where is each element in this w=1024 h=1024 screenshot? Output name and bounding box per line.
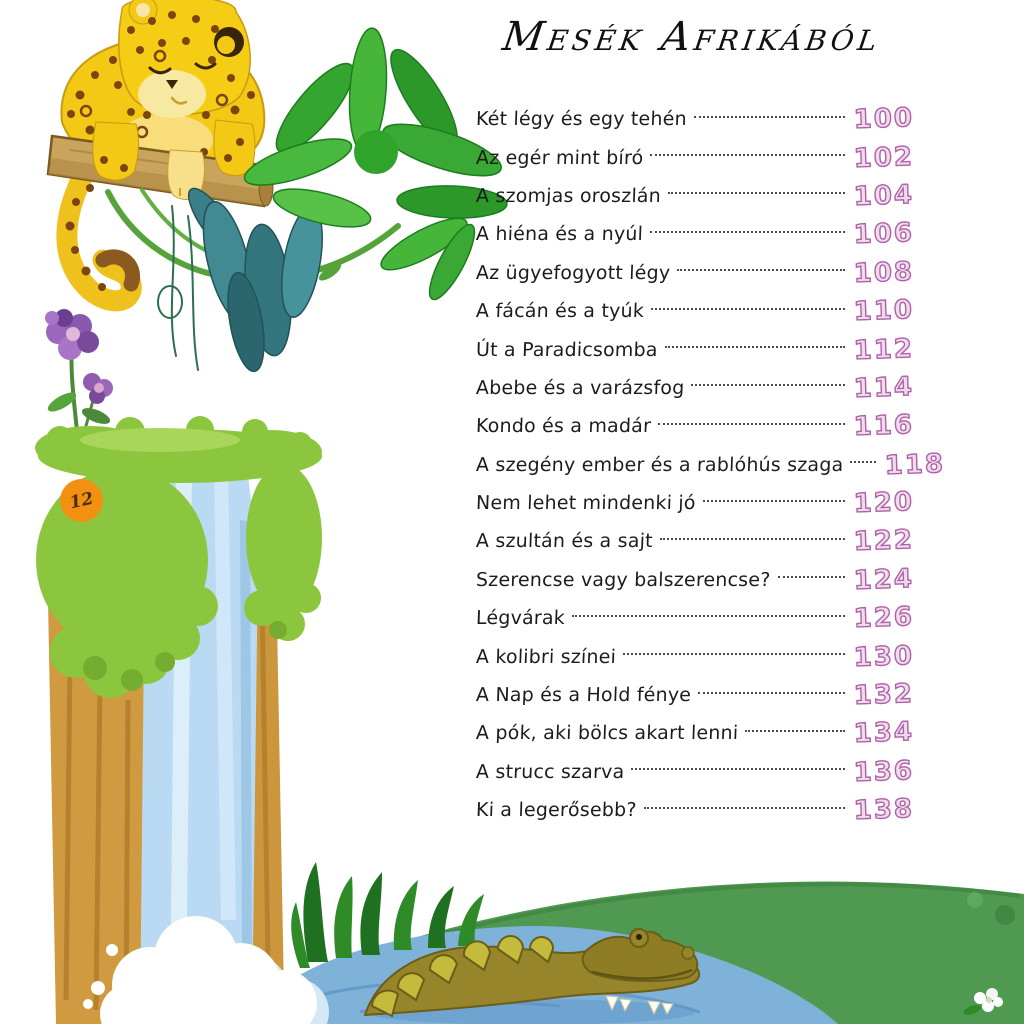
- toc-row: [476, 292, 914, 330]
- toc-list: [475, 100, 946, 829]
- toc-item-page: 130: [853, 640, 915, 673]
- toc-item-page: 126: [853, 602, 915, 635]
- toc-item-page: 100: [853, 103, 915, 136]
- toc-row: [476, 138, 914, 176]
- toc-row: [476, 484, 914, 522]
- toc-leader-dots: [691, 384, 845, 386]
- toc-item-title: Nem lehet mindenki jó: [475, 492, 697, 515]
- toc-item-title: A Nap és a Hold fénye: [475, 684, 692, 707]
- toc-item-page: 108: [853, 256, 915, 289]
- toc-item-page: 106: [853, 218, 915, 251]
- toc-item-page: 132: [853, 678, 915, 712]
- toc-item-page: 114: [853, 371, 915, 404]
- toc-item-title: A szomjas oroszlán: [475, 184, 662, 207]
- toc-leader-dots: [668, 192, 845, 194]
- toc-item-page: 124: [853, 563, 915, 596]
- toc-row: [475, 446, 946, 484]
- toc-item-title: A szegény ember és a rablóhús szaga: [475, 453, 844, 476]
- toc-leader-dots: [651, 308, 845, 310]
- toc-item-title: A strucc szarva: [475, 760, 625, 783]
- toc-row: [476, 254, 914, 292]
- toc-item-title: A hiéna és a nyúl: [475, 223, 644, 246]
- toc-row: [476, 676, 914, 714]
- toc-item-title: Szerencse vagy balszerencse?: [475, 568, 771, 591]
- toc-item-title: Két légy és egy tehén: [475, 108, 688, 131]
- toc-item-title: Kondo és a madár: [475, 415, 652, 438]
- toc-leader-dots: [745, 730, 845, 732]
- toc-item-title: Légvárak: [475, 607, 566, 630]
- toc-item-title: Az ügyefogyott légy: [475, 261, 671, 284]
- toc-item-page: 136: [853, 755, 915, 788]
- toc-row: [476, 637, 914, 675]
- toc-leader-dots: [850, 461, 876, 463]
- toc-item-page: 110: [853, 295, 915, 328]
- toc-row: [476, 714, 914, 752]
- toc-item-page: 122: [853, 525, 915, 558]
- toc-item-page: 102: [853, 141, 915, 174]
- toc-item-page: 134: [853, 717, 915, 750]
- toc-row: [476, 177, 914, 215]
- toc-row: [476, 407, 914, 445]
- toc-item-page: 112: [853, 333, 915, 366]
- toc-leader-dots: [660, 538, 845, 540]
- toc-row: [476, 753, 914, 791]
- toc-leader-dots: [658, 423, 845, 425]
- toc-row: [476, 215, 914, 253]
- toc-leader-dots: [644, 807, 845, 809]
- toc-item-title: A pók, aki bölcs akart lenni: [475, 722, 739, 745]
- page-number-badge-text: 12: [67, 488, 96, 513]
- toc-leader-dots: [572, 615, 845, 617]
- toc-item-title: A kolibri színei: [475, 645, 617, 668]
- toc-leader-dots: [623, 653, 845, 655]
- page-title: Mesék Afrikából: [499, 14, 885, 60]
- toc-item-page: 118: [884, 448, 946, 481]
- toc-row: [476, 599, 914, 637]
- toc-leader-dots: [677, 269, 845, 271]
- toc-item-page: 104: [853, 179, 915, 212]
- toc-leader-dots: [694, 116, 845, 118]
- toc-item-page: 120: [853, 487, 915, 520]
- leopard-tail: [66, 178, 133, 301]
- toc-leader-dots: [631, 768, 845, 770]
- toc-leader-dots: [703, 500, 845, 502]
- toc-row: [476, 369, 914, 407]
- toc-leader-dots: [698, 692, 845, 694]
- toc-item-title: Ki a legerősebb?: [475, 799, 637, 822]
- toc-item-title: A fácán és a tyúk: [475, 300, 645, 323]
- toc-leader-dots: [650, 231, 845, 233]
- toc-item-page: 116: [853, 410, 915, 443]
- toc-item-title: Abebe és a varázsfog: [475, 376, 685, 399]
- toc-row: [476, 330, 914, 368]
- toc-item-title: Az egér mint bíró: [475, 146, 644, 169]
- toc-item-title: Út a Paradicsomba: [475, 338, 659, 361]
- toc-row: [476, 522, 914, 560]
- toc-row: [476, 100, 914, 138]
- toc-item-title: A szultán és a sajt: [475, 530, 654, 553]
- toc-leader-dots: [778, 576, 845, 578]
- toc-leader-dots: [665, 346, 845, 348]
- purple-flower: [45, 309, 113, 440]
- toc-row: [476, 561, 914, 599]
- toc-leader-dots: [650, 154, 845, 156]
- toc-row: [476, 791, 914, 829]
- toc-item-page: 138: [853, 794, 915, 827]
